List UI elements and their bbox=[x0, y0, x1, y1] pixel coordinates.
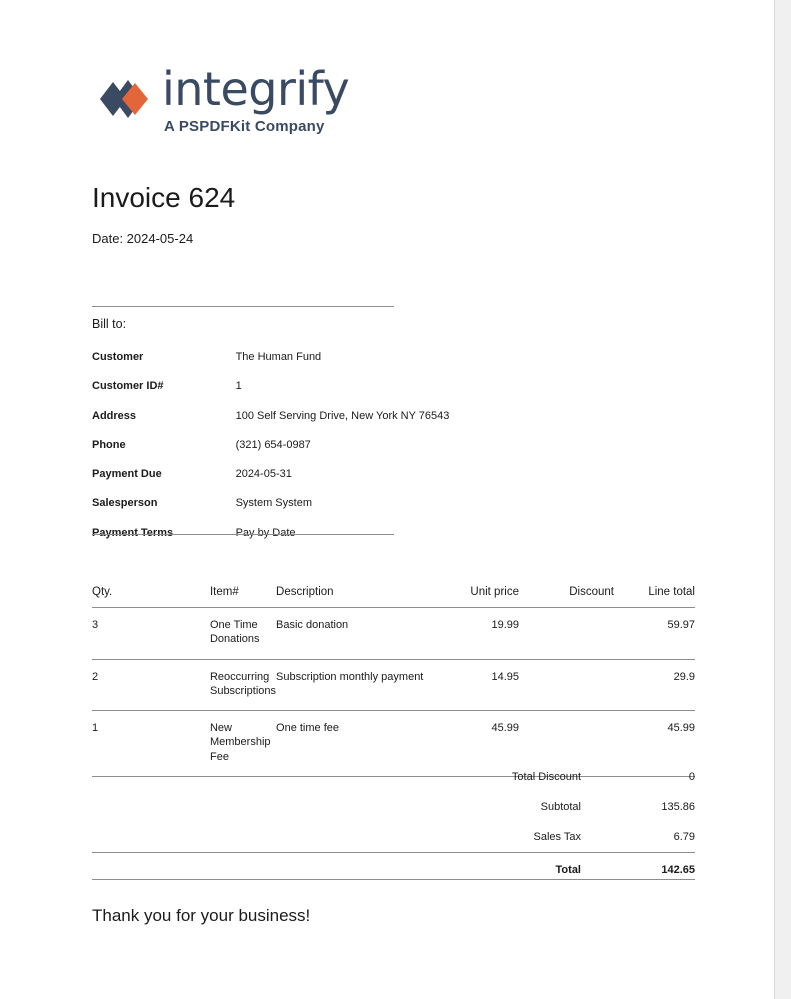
bill-to-label: Salesperson bbox=[92, 497, 158, 510]
bill-to-row bbox=[92, 496, 492, 525]
bill-to-row bbox=[92, 409, 492, 438]
bill-to-label: Payment Terms bbox=[92, 526, 174, 539]
column-header-discount: Discount bbox=[519, 586, 614, 608]
cell-discount bbox=[519, 659, 614, 711]
cell-unit-price: 14.95 bbox=[424, 659, 519, 711]
totals-row-grand bbox=[92, 853, 695, 886]
totals-label: Subtotal bbox=[540, 801, 581, 813]
cell-unit-price: 45.99 bbox=[424, 711, 519, 777]
cell-line-total: 29.9 bbox=[614, 659, 695, 711]
bill-to-value: System System bbox=[235, 497, 312, 510]
bill-to-row bbox=[92, 526, 492, 555]
page-title: Invoice 624 bbox=[92, 182, 236, 213]
totals-row bbox=[92, 792, 695, 822]
cell-qty: 1 bbox=[92, 711, 210, 777]
divider-bottom bbox=[92, 534, 394, 535]
column-header-unit-price: Unit price bbox=[424, 586, 519, 608]
bill-to-label: Payment Due bbox=[92, 468, 162, 481]
cell-description: One time fee bbox=[276, 711, 424, 777]
totals-value-grand: 142.65 bbox=[614, 853, 695, 886]
cell-discount bbox=[519, 608, 614, 660]
cell-item: One Time Donations bbox=[210, 608, 276, 660]
bill-to-label: Phone bbox=[92, 438, 126, 451]
cell-qty: 2 bbox=[92, 659, 210, 711]
line-items-table bbox=[92, 586, 695, 777]
line-items-header-row bbox=[92, 586, 695, 608]
bill-to-row bbox=[92, 438, 492, 467]
bill-to-label: Customer ID# bbox=[92, 380, 164, 393]
company-logo bbox=[92, 62, 412, 146]
cell-unit-price: 19.99 bbox=[424, 608, 519, 660]
page-background-right bbox=[775, 0, 791, 999]
totals-row bbox=[92, 762, 695, 792]
totals-table bbox=[92, 762, 695, 885]
table-row bbox=[92, 659, 695, 711]
bill-to-row bbox=[92, 350, 492, 379]
bill-to-value: 100 Self Serving Drive, New York NY 76543 bbox=[235, 409, 450, 422]
cell-description: Subscription monthly payment bbox=[276, 659, 424, 711]
bill-to-value: 2024-05-31 bbox=[235, 468, 292, 481]
bill-to-value: 1 bbox=[235, 380, 242, 393]
bill-to-label: Address bbox=[92, 409, 137, 422]
bill-to-value: Pay by Date bbox=[235, 526, 296, 539]
cell-item: New Membership Fee bbox=[210, 711, 276, 777]
bill-to-table bbox=[92, 350, 492, 555]
totals-label-grand: Total bbox=[92, 853, 614, 886]
invoice-date: Date: 2024-05-24 bbox=[92, 231, 194, 246]
cell-item: Reoccurring Subscriptions bbox=[210, 659, 276, 711]
table-row bbox=[92, 608, 695, 660]
logo-tagline: A PSPDFKit Company bbox=[164, 118, 325, 135]
totals-label: Total Discount bbox=[511, 771, 581, 783]
bill-to-row bbox=[92, 379, 492, 408]
column-header-qty: Qty. bbox=[92, 586, 210, 608]
column-header-line-total: Line total bbox=[614, 586, 695, 608]
column-header-description: Description bbox=[276, 586, 424, 608]
bill-to-heading: Bill to: bbox=[92, 317, 127, 331]
totals-value: 0 bbox=[688, 771, 695, 783]
bill-to-value: The Human Fund bbox=[235, 351, 322, 363]
footer-thanks: Thank you for your business! bbox=[92, 906, 311, 925]
logo-wordmark: integrify bbox=[162, 62, 350, 116]
cell-line-total: 45.99 bbox=[614, 711, 695, 777]
cell-qty: 3 bbox=[92, 608, 210, 660]
bill-to-row bbox=[92, 467, 492, 496]
cell-description: Basic donation bbox=[276, 608, 424, 660]
bill-to-value: (321) 654-0987 bbox=[235, 438, 311, 451]
bill-to-label: Customer bbox=[92, 351, 144, 363]
totals-label: Sales Tax bbox=[533, 831, 581, 843]
totals-value: 135.86 bbox=[661, 801, 695, 813]
cell-line-total: 59.97 bbox=[614, 608, 695, 660]
divider-top bbox=[92, 306, 394, 307]
totals-value: 6.79 bbox=[673, 831, 695, 843]
column-header-item: Item# bbox=[210, 586, 276, 608]
totals-row bbox=[92, 822, 695, 853]
divider-totals bbox=[92, 879, 695, 880]
integrify-logo-icon bbox=[100, 74, 160, 124]
